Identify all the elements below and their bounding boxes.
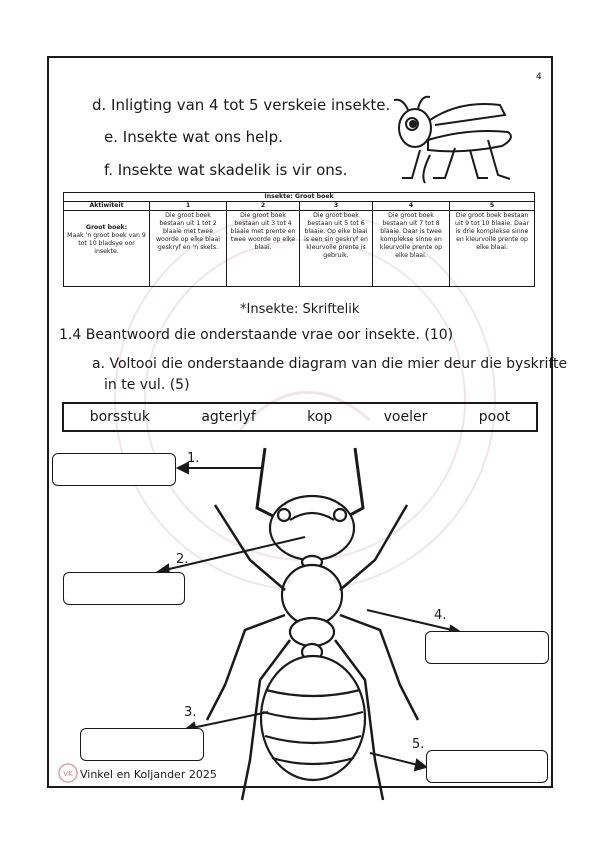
label-number-2: 2. xyxy=(176,552,189,567)
label-number-4: 4. xyxy=(434,608,447,623)
rubric-activity-cell xyxy=(64,211,150,287)
rubric-activity-desc: Maak 'n groot boek van 9 tot 10 bladsye oor insekte. xyxy=(67,232,146,255)
list-item-f: f. Insekte wat skadelik is vir ons. xyxy=(104,161,348,179)
label-number-3: 3. xyxy=(184,705,197,720)
word-bank-item: kop xyxy=(307,409,333,425)
svg-text:VK: VK xyxy=(63,770,73,778)
subquestion-a-line2: in te vul. (5) xyxy=(104,377,190,393)
rubric-table xyxy=(63,192,535,287)
list-item-d: d. Inligting van 4 tot 5 verskeie insekte. xyxy=(92,96,391,114)
rubric-activity: Groot boek: xyxy=(85,224,128,231)
rubric-title: Insekte: Groot boek xyxy=(64,193,535,202)
word-bank-item: poot xyxy=(478,409,511,425)
rubric-cell: Die groot boek bestaan uit 7 tot 8 blaaie. Daar is twee komplekse sinne en kleurvolle prente op elke blaai. xyxy=(373,211,450,287)
rubric-cell: Die groot boek bestaan uit 5 tot 6 blaaie. Op elke blaai is een sin geskryf en kleurvolle prente is gebruik. xyxy=(300,211,373,287)
answer-box-1[interactable] xyxy=(52,453,176,486)
label-number-5: 5. xyxy=(412,737,425,752)
rubric-cell: Die groot boek bestaan uit 9 tot 10 blaaie. Daar is drie komplekse sinne en kleurvolle prente op elke blaai. xyxy=(450,211,535,287)
list-item-e: e. Insekte wat ons help. xyxy=(104,128,283,146)
rubric-header: 3 xyxy=(300,202,373,211)
rubric-header: 1 xyxy=(150,202,227,211)
word-bank-item: agterlyf xyxy=(201,409,256,425)
answer-box-2[interactable] xyxy=(63,572,185,605)
rubric-header: Aktiwiteit xyxy=(64,202,150,211)
rubric-header: 4 xyxy=(373,202,450,211)
question-1-4: 1.4 Beantwoord die onderstaande vrae oor insekte. (10) xyxy=(59,327,454,343)
word-bank-item: voeler xyxy=(383,409,428,425)
rubric-cell: Die groot boek bestaan uit 3 tot 4 blaaie met prente en twee woorde op elke blaai. xyxy=(227,211,300,287)
rubric-header: 2 xyxy=(227,202,300,211)
answer-box-4[interactable] xyxy=(425,631,549,664)
answer-box-5[interactable] xyxy=(426,750,548,783)
word-bank xyxy=(62,402,538,432)
footer-credit: Vinkel en Koljander 2025 xyxy=(80,768,217,781)
section-heading: *Insekte: Skriftelik xyxy=(240,302,360,317)
page-number: 4 xyxy=(536,72,542,82)
subquestion-a-line1: a. Voltooi die onderstaande diagram van die mier deur die byskrifte xyxy=(92,356,568,372)
label-number-1: 1. xyxy=(187,451,200,466)
rubric-header: 5 xyxy=(450,202,535,211)
rubric-cell: Die groot boek bestaan uit 1 tot 2 blaaie met twee woorde op elke blaai geskryf en 'n skets. xyxy=(150,211,227,287)
word-bank-item: borsstuk xyxy=(89,409,150,425)
answer-box-3[interactable] xyxy=(80,728,204,761)
